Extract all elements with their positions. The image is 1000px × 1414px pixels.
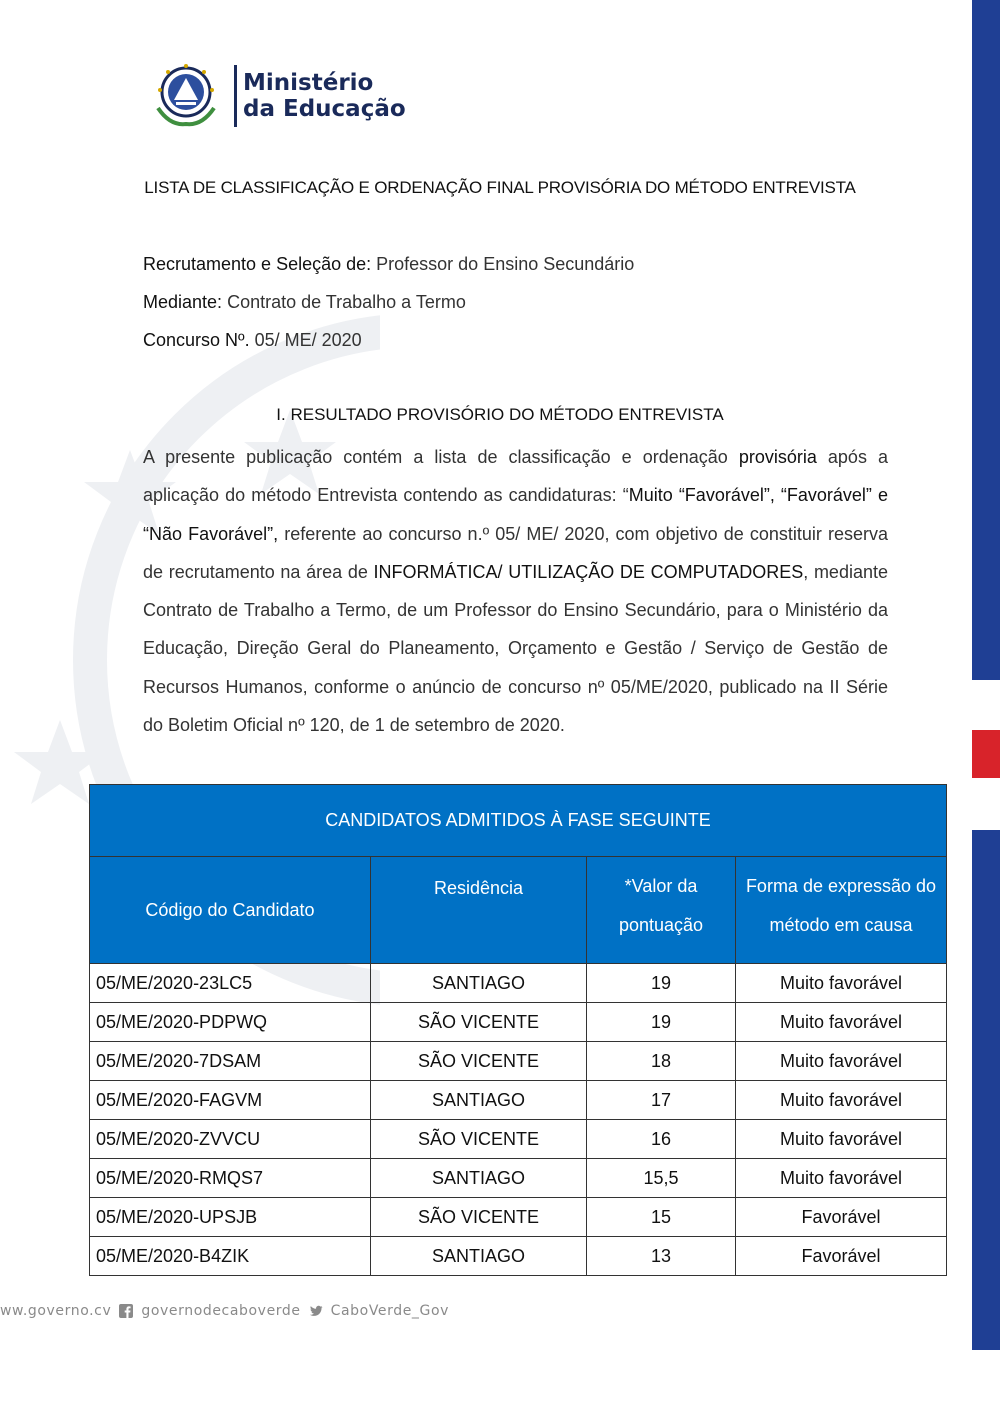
concurso-label: Concurso Nº. [143, 330, 250, 350]
cell-code: 05/ME/2020-7DSAM [90, 1042, 371, 1081]
cell-code: 05/ME/2020-B4ZIK [90, 1237, 371, 1276]
cell-residence: SANTIAGO [371, 1159, 587, 1198]
body-highlight-provisoria: provisória [738, 447, 817, 467]
cell-residence: SANTIAGO [371, 1237, 587, 1276]
cell-score: 19 [587, 964, 736, 1003]
cell-code: 05/ME/2020-FAGVM [90, 1081, 371, 1120]
recruit-label: Recrutamento e Seleção de: [143, 254, 372, 274]
header-residence: Residência [371, 857, 587, 964]
concurso-value: 05/ ME/ 2020 [249, 330, 362, 350]
cell-code: 05/ME/2020-RMQS7 [90, 1159, 371, 1198]
cell-score: 15 [587, 1198, 736, 1237]
logo-line1: Ministério [243, 70, 374, 96]
header-expression: Forma de expressão do método em causa [736, 857, 947, 964]
cell-expression: Favorável [736, 1237, 947, 1276]
ministry-logo [148, 62, 406, 130]
table-row [90, 1237, 947, 1276]
cell-residence: SANTIAGO [371, 964, 587, 1003]
coat-of-arms-icon [148, 62, 224, 130]
body-paragraph [143, 438, 888, 744]
cell-expression: Muito favorável [736, 1003, 947, 1042]
body-part-1: A presente publicação contém a lista de classificação e ordenação [143, 447, 739, 467]
cell-score: 15,5 [587, 1159, 736, 1198]
meta-recruitment [143, 254, 634, 275]
cell-expression: Muito favorável [736, 1081, 947, 1120]
side-strip-red [972, 730, 1000, 778]
cell-expression: Muito favorável [736, 1159, 947, 1198]
table-header-row [90, 857, 947, 964]
section-title: I. RESULTADO PROVISÓRIO DO MÉTODO ENTREVISTA [276, 405, 724, 424]
cell-expression: Muito favorável [736, 1042, 947, 1081]
side-strip-blue-top [972, 0, 1000, 680]
table-row [90, 1159, 947, 1198]
cell-residence: SÃO VICENTE [371, 1042, 587, 1081]
body-highlight-area: INFORMÁTICA/ UTILIZAÇÃO DE COMPUTADORES [373, 561, 804, 582]
table-row [90, 1003, 947, 1042]
cell-residence: SÃO VICENTE [371, 1198, 587, 1237]
cell-code: 05/ME/2020-ZVVCU [90, 1120, 371, 1159]
footer [0, 1303, 449, 1319]
header-score: *Valor da pontuação [587, 857, 736, 964]
cell-expression: Muito favorável [736, 1120, 947, 1159]
cell-score: 13 [587, 1237, 736, 1276]
table-row [90, 1120, 947, 1159]
logo-divider [234, 65, 237, 127]
recruit-value: Professor do Ensino Secundário [371, 254, 635, 274]
mediante-label: Mediante: [143, 292, 223, 312]
logo-line2: da Educação [243, 96, 406, 122]
meta-concurso [143, 330, 362, 351]
body-highlight-ratings: Muito “Favorável”, “Favorável” e “Não Favorável”, [143, 485, 888, 544]
twitter-icon [309, 1304, 323, 1318]
facebook-icon [119, 1304, 133, 1318]
table-row [90, 1081, 947, 1120]
footer-facebook[interactable]: governodecaboverde [141, 1303, 301, 1319]
cell-score: 18 [587, 1042, 736, 1081]
header-code: Código do Candidato [90, 857, 371, 964]
side-strip-blue-bottom [972, 830, 1000, 1350]
cell-expression: Favorável [736, 1198, 947, 1237]
footer-twitter[interactable]: CaboVerde_Gov [330, 1303, 450, 1319]
document-title: LISTA DE CLASSIFICAÇÃO E ORDENAÇÃO FINAL PROVISÓRIA DO MÉTODO ENTREVISTA [144, 178, 856, 197]
table-row [90, 964, 947, 1003]
cell-code: 05/ME/2020-PDPWQ [90, 1003, 371, 1042]
body-part-5: referente ao concurso n.º 05/ ME/ 2020, com objetivo de constituir reserva de recrutamento na área de [143, 523, 888, 582]
mediante-value: Contrato de Trabalho a Termo [222, 292, 466, 312]
cell-score: 16 [587, 1120, 736, 1159]
cell-residence: SÃO VICENTE [371, 1120, 587, 1159]
table-row [90, 1198, 947, 1237]
cell-score: 17 [587, 1081, 736, 1120]
table-caption: CANDIDATOS ADMITIDOS À FASE SEGUINTE [90, 785, 947, 857]
body-part-7: , mediante Contrato de Trabalho a Termo, de um Professor do Ensino Secundário, para o Ministério da Educação, Direção Geral do Planeamento, Orçamento e Gestão / Serviço de Gestão de Recursos Humanos, conforme o anúncio de concurso nº 05/ME/2020, publicado na II Série do Boletim Oficial nº 120, de 1 de setembro de 2020. [143, 561, 888, 736]
cell-expression: Muito favorável [736, 964, 947, 1003]
cell-code: 05/ME/2020-23LC5 [90, 964, 371, 1003]
meta-mediante [143, 292, 466, 313]
cell-score: 19 [587, 1003, 736, 1042]
candidates-table [89, 784, 947, 1276]
cell-residence: SANTIAGO [371, 1081, 587, 1120]
cell-code: 05/ME/2020-UPSJB [90, 1198, 371, 1237]
cell-residence: SÃO VICENTE [371, 1003, 587, 1042]
footer-website[interactable]: ww.governo.cv [0, 1303, 112, 1319]
body-part-3: após a aplicação do método Entrevista contendo as candidaturas: “ [143, 447, 889, 506]
table-row [90, 1042, 947, 1081]
